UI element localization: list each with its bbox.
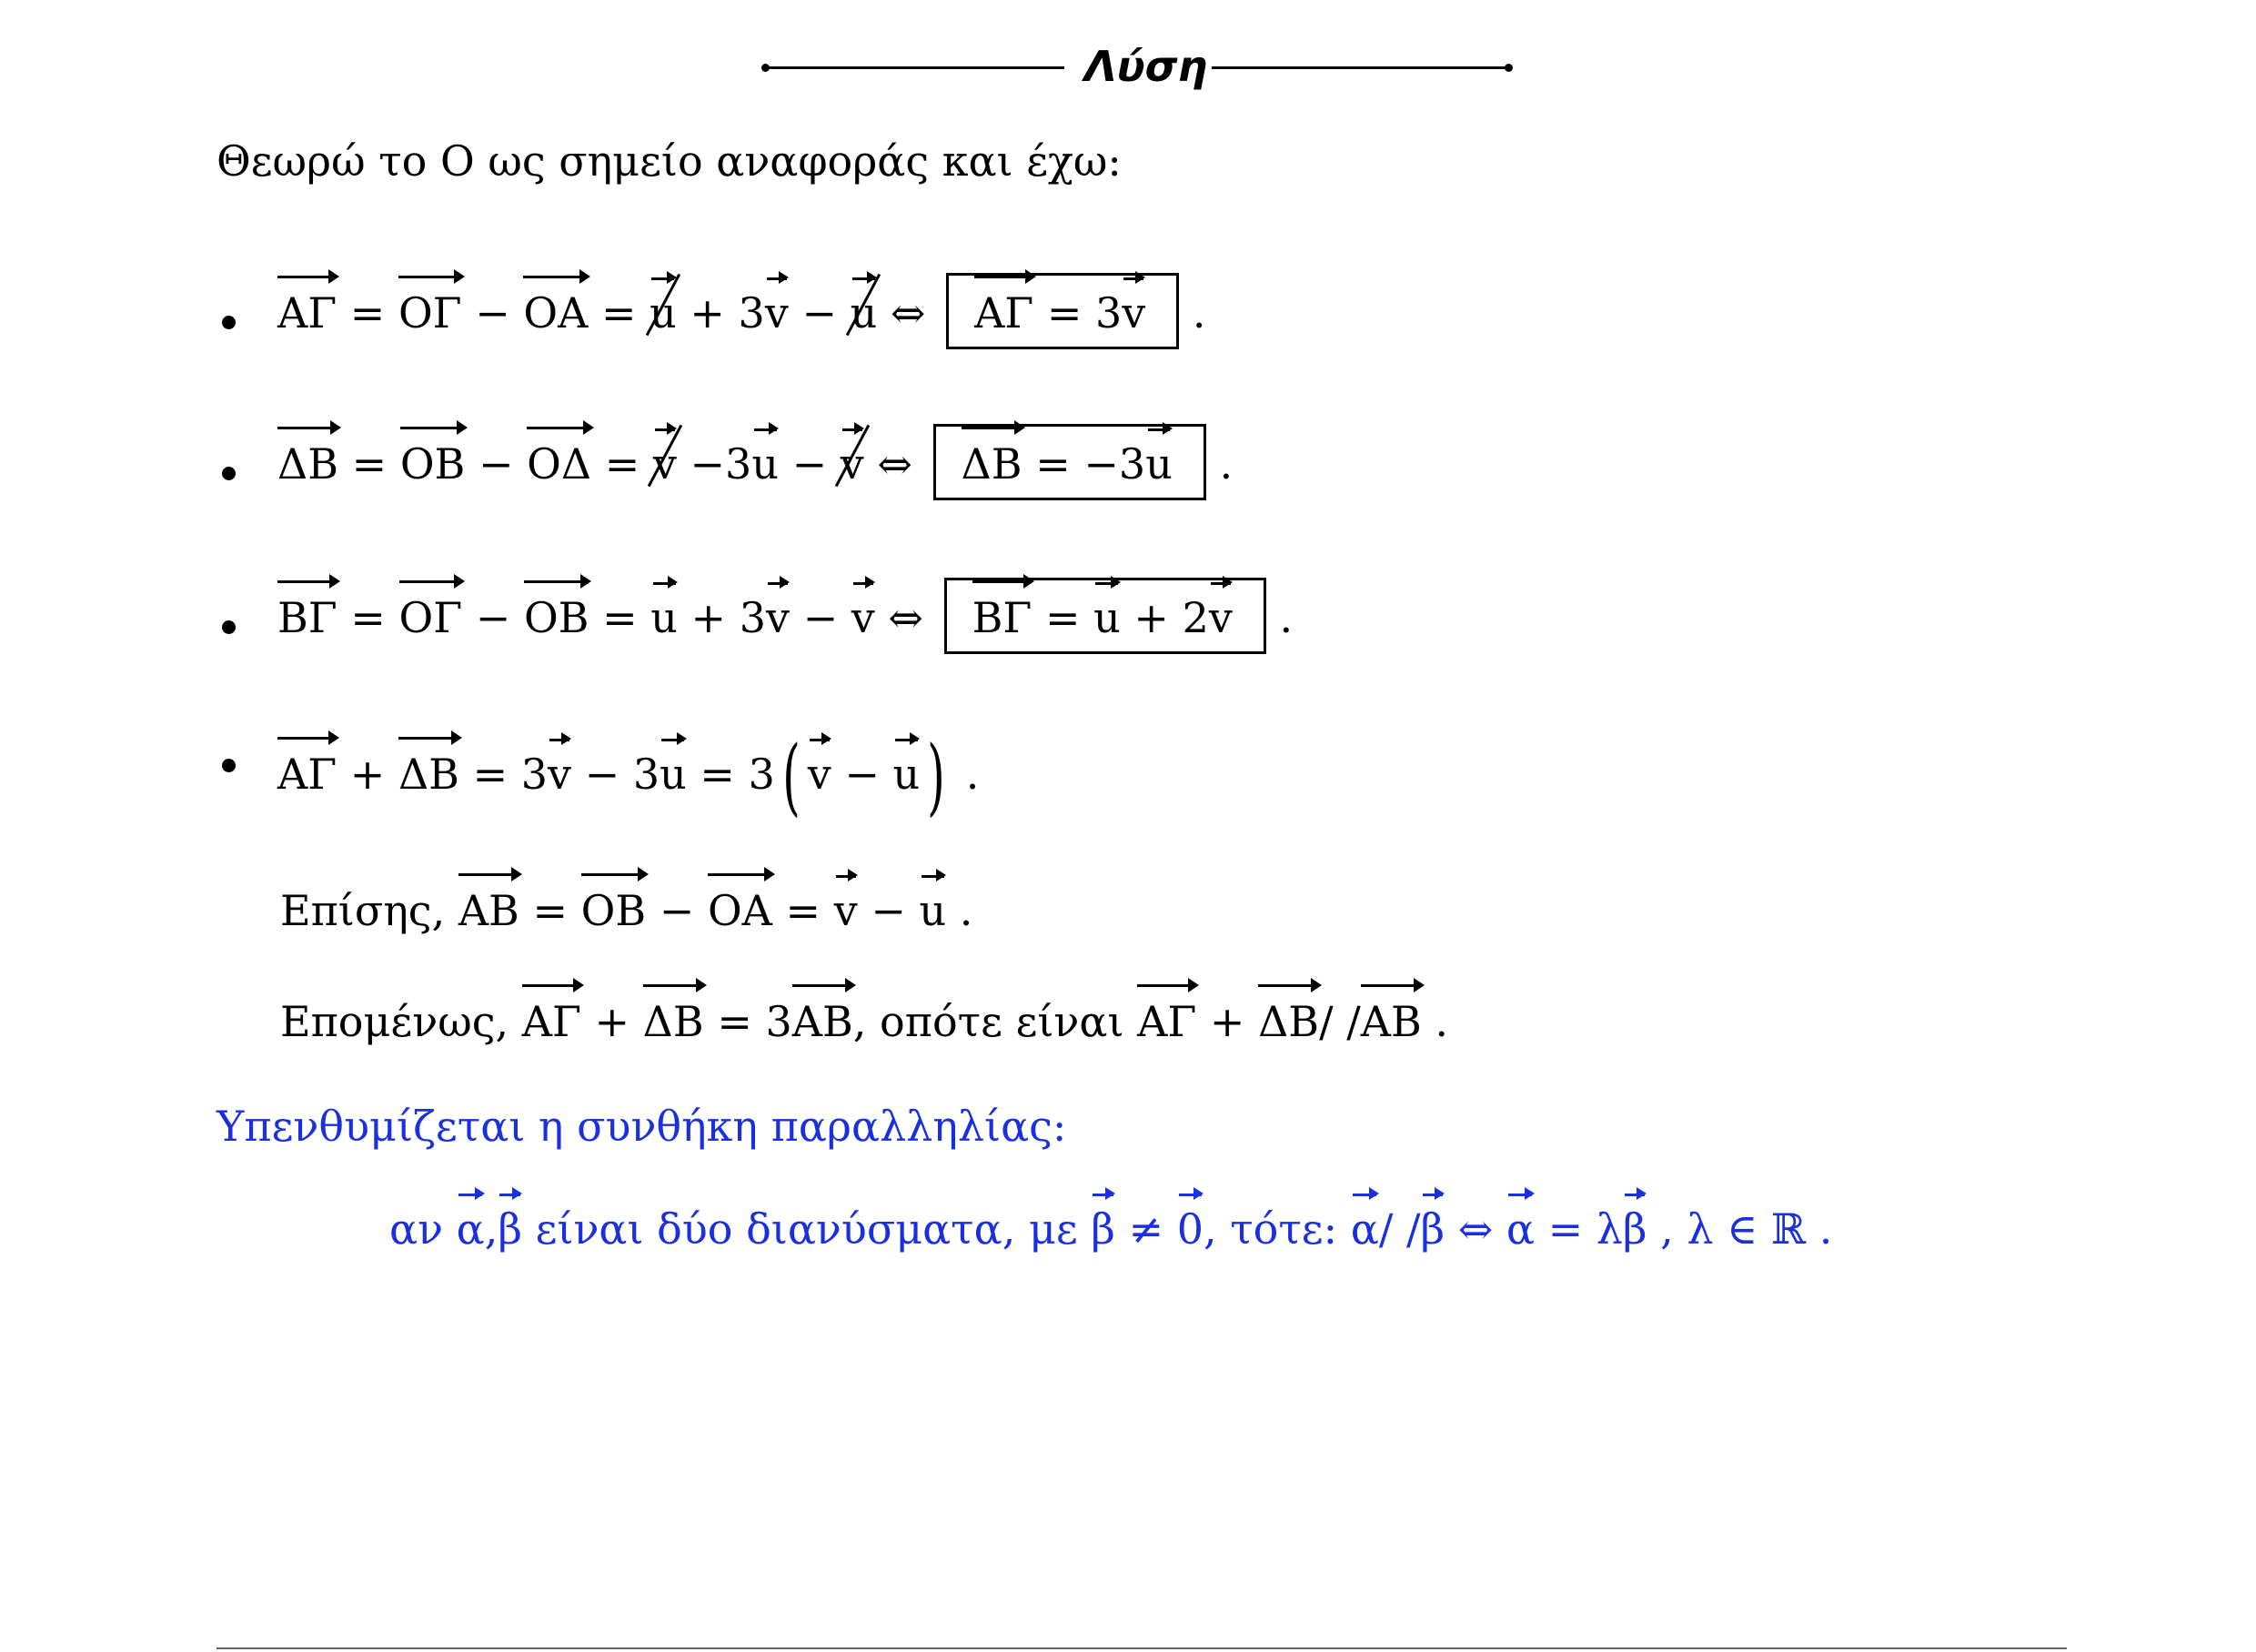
also-line: Επίσης, ΑΒ = ΟΒ − ΟΑ = v − u .: [280, 886, 973, 935]
right-paren: ): [927, 728, 946, 825]
cancelled-u: u: [851, 292, 878, 334]
section-title: Λύση: [1084, 42, 1208, 91]
vector-OG: ΟΓ: [398, 288, 462, 337]
left-paren: (: [781, 728, 801, 825]
cancelled-v: v: [841, 443, 864, 485]
bullet-3: [222, 620, 236, 634]
header-left-rule: [766, 66, 1064, 69]
header-right-dot: [1505, 64, 1513, 72]
vector-v: v: [764, 288, 789, 337]
reminder-condition: αν α,β είναι δύο διανύσματα, με β ≠ 0, τότε: α/ /β ⇔ α = λβ , λ ∈ ℝ .: [389, 1204, 1833, 1254]
bullet-4: [222, 759, 236, 772]
cancelled-v: v: [653, 443, 677, 485]
result-box-2: ΔΒ = −3u: [933, 424, 1206, 500]
result-box-3: ΒΓ = u + 2v: [944, 578, 1266, 654]
bullet-1: [222, 316, 236, 329]
cancelled-u: u: [650, 292, 677, 334]
equation-3: ΒΓ = ΟΓ − ΟΒ = u + 3v − v ⇔ ΒΓ = u + 2v .: [277, 578, 1293, 654]
equation-1: ΑΓ = ΟΓ − ΟΑ = u + 3v − u ⇔ ΑΓ = 3v .: [277, 273, 1206, 349]
result-box-1: ΑΓ = 3v: [946, 273, 1179, 349]
vector-OA: ΟΑ: [523, 288, 589, 337]
equation-4: ΑΓ + ΔΒ = 3v − 3u = 3( v − u) .: [277, 728, 980, 825]
reminder-title: Υπενθυμίζεται η συνθήκη παραλληλίας:: [217, 1102, 1067, 1151]
bullet-2: [222, 467, 236, 480]
footer-rule: [217, 1647, 2067, 1649]
therefore-line: Επομένως, ΑΓ + ΔΒ = 3ΑΒ, οπότε είναι ΑΓ + ΔΒ/ /ΑΒ .: [280, 997, 1448, 1046]
header-right-rule: [1212, 66, 1508, 69]
equation-2: ΔΒ = ΟΒ − ΟΔ = v −3u − v ⇔ ΔΒ = −3u .: [277, 424, 1233, 500]
intro-text: Θεωρώ το O ως σημείο αναφοράς και έχω:: [217, 136, 1122, 186]
vector-AG: ΑΓ: [277, 288, 337, 337]
